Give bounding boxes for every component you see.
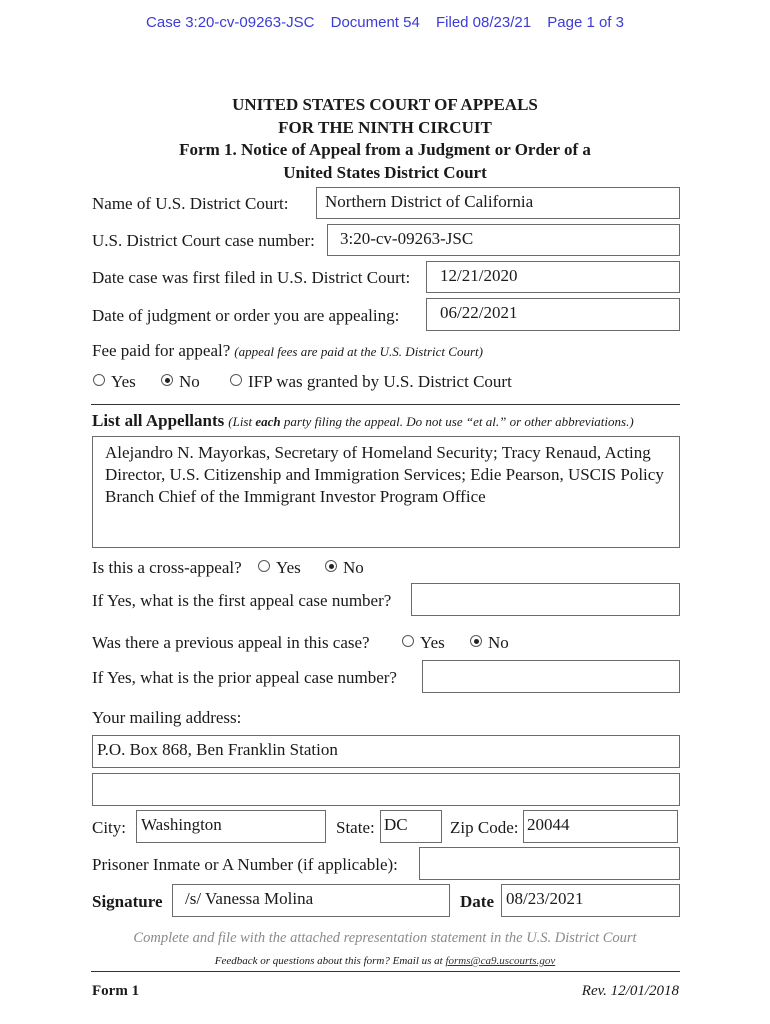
fee-no-option[interactable] [161,372,200,392]
address-line1-value: P.O. Box 868, Ben Franklin Station [97,740,338,759]
fee-ifp-radio-icon[interactable] [230,374,242,386]
previous-appeal-yes-radio-icon[interactable] [402,635,414,647]
zip-value: 20044 [527,815,570,834]
form-name-line2: United States District Court [283,162,487,182]
previous-appeal-no-option[interactable]: No [470,633,509,653]
feedback-email-link[interactable]: forms@ca9.uscourts.gov [445,955,556,967]
date-label: Date [460,892,494,911]
signature-date-field[interactable] [501,884,680,917]
cross-appeal-label: Is this a cross-appeal? [92,558,242,577]
appellants-note: (List each party filing the appeal. Do not use “et al.” or other abbreviations.) [228,414,634,429]
filed-date-header: Filed 08/23/21 [436,14,532,31]
signature-value: /s/ Vanessa Molina [185,889,314,908]
judgment-date-field[interactable] [426,298,680,331]
city-label: City: [92,818,127,837]
case-number-value: 3:20-cv-09263-JSC [340,229,474,248]
case-number-header: Case 3:20-cv-09263-JSC [146,14,315,31]
court-name-line2: FOR THE NINTH CIRCUIT [278,117,492,137]
cross-appeal-yes-option[interactable]: Yes [258,558,301,578]
first-filed-label: Date case was first filed in U.S. District Court: [92,268,411,287]
appellants-value: Alejandro N. Mayorkas, Secretary of Homeland Security; Tracy Renaud, Acting Director, U.S. Citizenship and Immigration Services; Edie Pearson, USCIS Policy Branch Chief of the Immigrant Investor Program Office [105,443,664,506]
feedback-note: Feedback or questions about this form? Email us at forms@ca9.uscourts.gov [214,955,556,967]
form-name-line1: Form 1. Notice of Appeal from a Judgment or Order of a [179,140,591,159]
revision-label: Rev. 12/01/2018 [581,983,679,999]
state-label: State: [336,818,375,837]
mailing-address-label: Your mailing address: [92,708,242,727]
appellants-textarea[interactable] [92,436,680,548]
form-number-label: Form 1 [92,983,140,999]
filing-instruction: Complete and file with the attached representation statement in the U.S. District Court [133,930,637,946]
fee-ifp-option[interactable] [230,372,512,392]
case-number-field[interactable] [327,224,680,256]
district-court-field[interactable] [316,187,680,219]
court-name-line1: UNITED STATES COURT OF APPEALS [232,95,538,114]
state-value: DC [384,815,408,834]
first-filed-value: 12/21/2020 [440,266,518,285]
city-field[interactable] [136,810,326,843]
section-divider [91,404,680,405]
fee-label: Fee paid for appeal? [92,341,231,360]
zip-field[interactable] [523,810,678,843]
fee-no-label: No [179,372,200,391]
state-field[interactable] [380,810,442,843]
cross-appeal-no-radio-icon[interactable] [325,560,337,572]
cross-appeal-no-option[interactable]: No [325,558,364,578]
previous-appeal-label: Was there a previous appeal in this case? [92,633,370,652]
fee-yes-label: Yes [111,372,136,391]
prior-appeal-case-label: If Yes, what is the prior appeal case number? [92,668,397,687]
footer-divider [91,971,680,972]
case-number-label: U.S. District Court case number: [92,231,315,250]
first-appeal-case-label: If Yes, what is the first appeal case number? [92,591,392,610]
appellants-heading [92,411,634,431]
prior-appeal-case-field[interactable] [422,660,680,693]
city-value: Washington [141,815,222,834]
judgment-date-value: 06/22/2021 [440,303,518,322]
signature-label: Signature [92,892,163,911]
fee-question [92,341,483,361]
signature-date-value: 08/23/2021 [506,889,584,908]
prisoner-number-field[interactable] [419,847,680,880]
first-filed-field[interactable] [426,261,680,293]
page-number-header: Page 1 of 3 [547,14,624,31]
form-title [0,94,770,184]
appellants-label: List all Appellants [92,411,225,430]
signature-field[interactable] [172,884,450,917]
first-appeal-case-field[interactable] [411,583,680,616]
fee-note: (appeal fees are paid at the U.S. District Court) [234,344,483,359]
address-line2-field[interactable] [92,773,680,806]
previous-appeal-yes-option[interactable]: Yes [402,633,445,653]
previous-appeal-no-radio-icon[interactable] [470,635,482,647]
judgment-date-label: Date of judgment or order you are appealing: [92,306,400,325]
address-line1-field[interactable] [92,735,680,768]
prisoner-number-label: Prisoner Inmate or A Number (if applicable): [92,855,398,874]
fee-yes-radio-icon[interactable] [93,374,105,386]
cross-appeal-yes-radio-icon[interactable] [258,560,270,572]
fee-yes-option[interactable] [93,372,136,392]
zip-label: Zip Code: [450,818,519,837]
case-header [0,14,770,31]
district-court-value: Northern District of California [325,192,534,211]
fee-ifp-label: IFP was granted by U.S. District Court [248,372,512,391]
fee-no-radio-icon[interactable] [161,374,173,386]
district-court-label: Name of U.S. District Court: [92,194,289,213]
document-number-header: Document 54 [330,14,420,31]
